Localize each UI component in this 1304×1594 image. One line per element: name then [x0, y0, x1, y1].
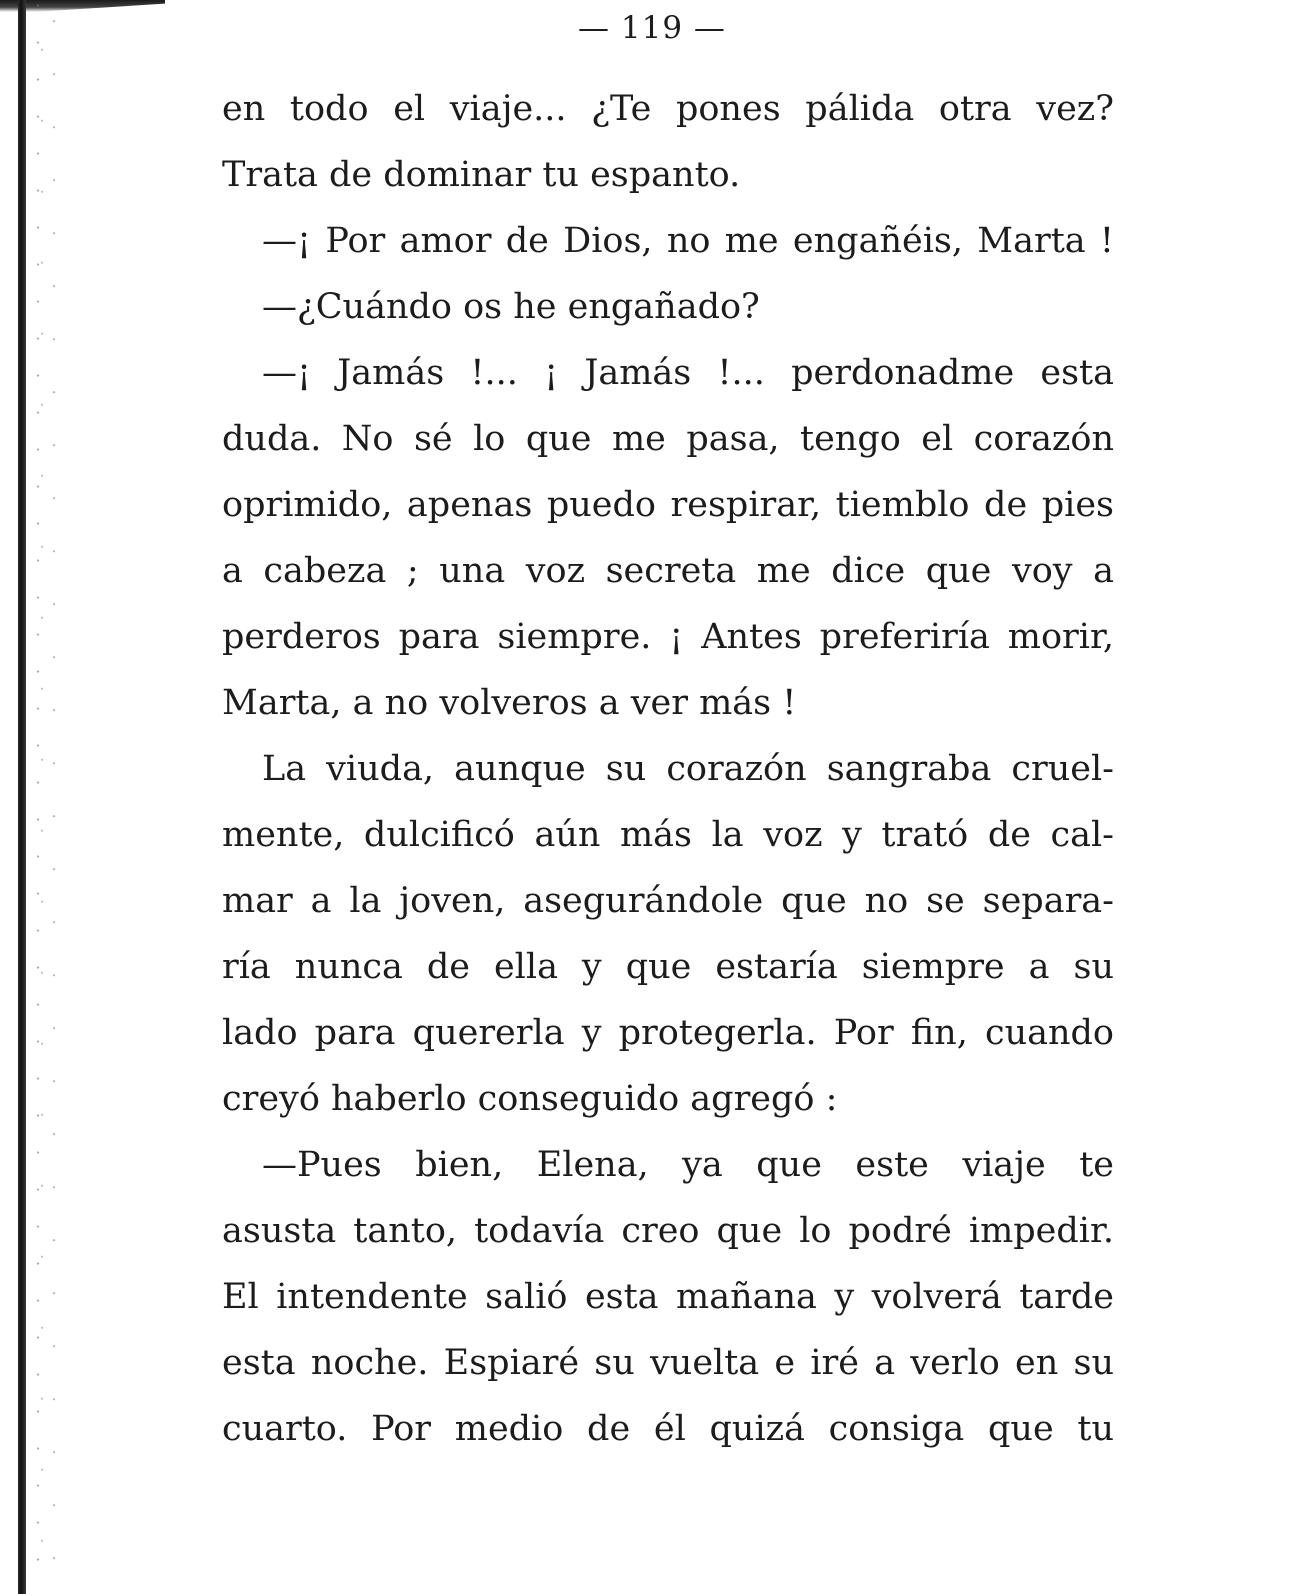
- text-line: duda. No sé lo que me pasa, tengo el corazón: [222, 419, 1114, 459]
- text-line: —¡ Jamás !... ¡ Jamás !... perdonadme esta: [262, 353, 1114, 393]
- text-line: creyó haberlo conseguido agregó :: [222, 1079, 838, 1119]
- body-text: [222, 76, 1114, 1462]
- text-line: —¡ Por amor de Dios, no me engañéis, Marta !: [262, 221, 1114, 261]
- text-line: mente, dulcificó aún más la voz y trató de cal-: [222, 815, 1114, 855]
- text-line: La viuda, aunque su corazón sangraba cruel-: [262, 749, 1114, 789]
- text-line: cuarto. Por medio de él quizá consiga que tu: [222, 1409, 1114, 1449]
- text-line: mar a la joven, asegurándole que no se separa-: [222, 881, 1114, 921]
- text-line: perderos para siempre. ¡ Antes preferiría morir,: [222, 617, 1114, 657]
- text-line: Marta, a no volveros a ver más !: [222, 683, 797, 723]
- text-line: asusta tanto, todavía creo que lo podré impedir.: [222, 1211, 1114, 1251]
- page-speckles: [30, 0, 70, 1594]
- text-line: a cabeza ; una voz secreta me dice que voy a: [222, 551, 1114, 591]
- text-line: oprimido, apenas puedo respirar, tiemblo de pies: [222, 485, 1114, 525]
- text-line: en todo el viaje... ¿Te pones pálida otra vez?: [222, 89, 1114, 129]
- text-line: El intendente salió esta mañana y volverá tarde: [222, 1277, 1114, 1317]
- text-line: Trata de dominar tu espanto.: [222, 155, 741, 195]
- text-line: —Pues bien, Elena, ya que este viaje te: [262, 1145, 1114, 1185]
- text-line: —¿Cuándo os he engañado?: [262, 287, 760, 327]
- text-line: lado para quererla y protegerla. Por fin, cuando: [222, 1013, 1114, 1053]
- page-number: — 119 —: [578, 10, 726, 46]
- binding-edge: [18, 0, 26, 1594]
- text-line: ría nunca de ella y que estaría siempre a su: [222, 947, 1114, 987]
- text-line: esta noche. Espiaré su vuelta e iré a verlo en su: [222, 1343, 1114, 1383]
